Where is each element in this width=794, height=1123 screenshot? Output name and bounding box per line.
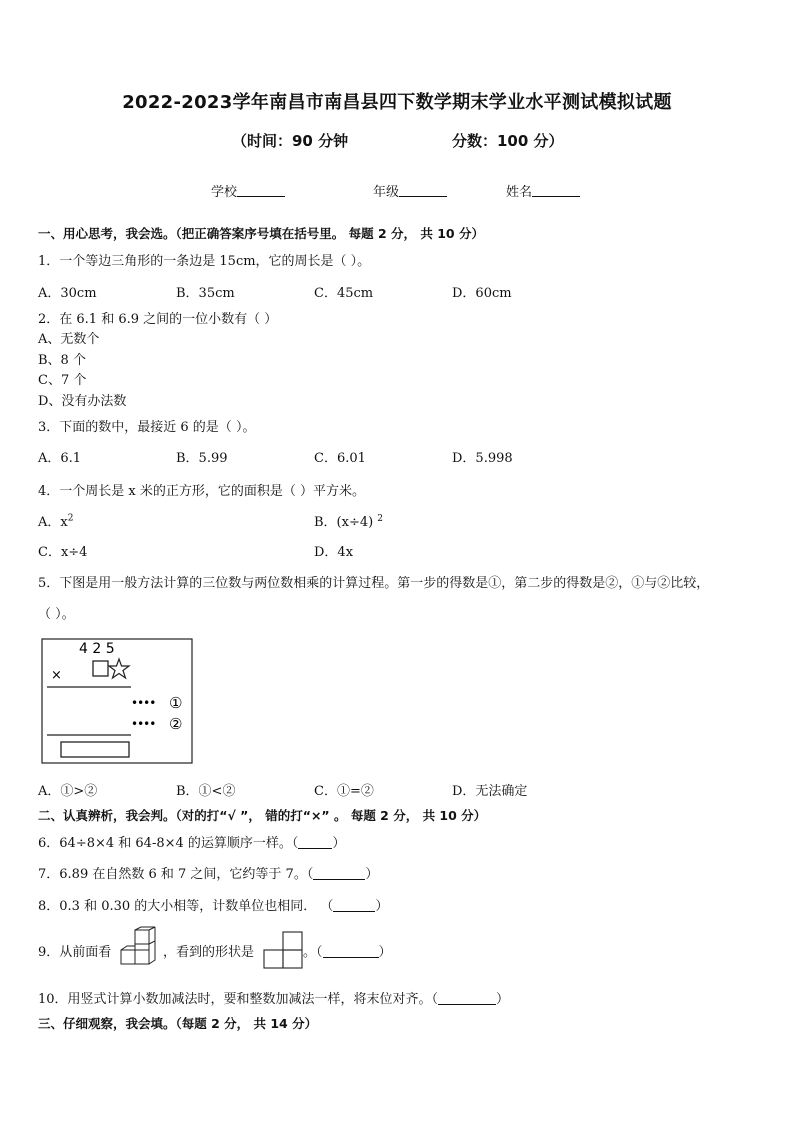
question-8-close: ） — [375, 899, 389, 914]
section-3-heading: 三、仔细观察，我会填。（每题 2 分， 共 14 分） — [38, 1016, 318, 1031]
question-6 — [38, 832, 345, 851]
grade-blank[interactable] — [399, 184, 447, 197]
question-5-line-1: 5．下图是用一般方法计算的三位数与两位数相乘的计算过程。第一步的得数是①，第二步的得数是②，①与②比较， — [38, 576, 710, 591]
question-9-open: 。（ — [303, 945, 323, 960]
q9-answer-blank[interactable] — [323, 945, 379, 958]
q5-option-d[interactable]: D．无法确定 — [452, 784, 528, 799]
question-10-close: ） — [496, 992, 510, 1007]
grade-label: 年级 — [373, 185, 400, 200]
q5-option-c[interactable]: C．①=② — [314, 784, 374, 799]
page-title: 2022-2023学年南昌市南昌县四下数学期末学业水平测试模拟试题 — [122, 92, 672, 113]
school-field — [211, 181, 285, 200]
question-9-middle: ，看到的形状是 — [163, 945, 255, 960]
q4-option-b-exp: 2 — [377, 513, 383, 524]
figure-dots-1: •••• — [131, 696, 156, 710]
q7-answer-blank[interactable] — [313, 867, 365, 880]
q2-option-c[interactable]: C、7 个 — [38, 373, 87, 388]
figure-box-digit — [93, 661, 108, 676]
name-blank[interactable] — [532, 184, 580, 197]
q2-option-a[interactable]: A、无数个 — [38, 332, 100, 347]
q5-option-a[interactable]: A．①>② — [38, 784, 98, 799]
question-10-text: 10．用竖式计算小数加减法时，要和整数加减法一样，将末位对齐。（ — [38, 992, 439, 1007]
question-2: 2．在 6.1 和 6.9 之间的一位小数有（ ） — [38, 312, 278, 327]
front-view-shape — [263, 930, 305, 970]
figure-mark-2: ② — [169, 715, 183, 733]
q1-option-c[interactable]: C．45cm — [314, 286, 374, 301]
q8-answer-blank[interactable] — [333, 899, 375, 912]
question-4: 4．一个周长是 x 米的正方形，它的面积是（ ）平方米。 — [38, 484, 365, 499]
figure-dots-2: •••• — [131, 717, 156, 731]
q1-option-a[interactable]: A．30cm — [38, 286, 97, 301]
score-label: 分数：100 分） — [452, 132, 564, 150]
question-7-text: 7．6.89 在自然数 6 和 7 之间，它约等于 7。（ — [38, 867, 314, 882]
cube-stack-figure — [117, 926, 159, 968]
q3-option-a[interactable]: A．6.1 — [38, 451, 82, 466]
section-1-heading: 一、用心思考，我会选。（把正确答案序号填在括号里。 每题 2 分， 共 10 分） — [38, 226, 484, 241]
school-blank[interactable] — [237, 184, 285, 197]
q4-option-b-base: B．(x÷4) — [314, 515, 374, 530]
q5-option-b[interactable]: B．①<② — [176, 784, 236, 799]
q3-option-b[interactable]: B．5.99 — [176, 451, 228, 466]
star-icon — [109, 659, 129, 678]
grade-field — [373, 181, 447, 200]
q4-option-b[interactable] — [314, 511, 383, 530]
q4-option-d[interactable]: D．4x — [314, 545, 354, 560]
question-8-text: 8．0.3 和 0.30 的大小相等，计数单位也相同． （ — [38, 899, 334, 914]
question-9-prefix: 9．从前面看 — [38, 945, 112, 960]
name-field — [506, 181, 580, 200]
q10-answer-blank[interactable] — [438, 992, 496, 1005]
time-label: （时间：90 分钟 — [232, 132, 349, 150]
question-10 — [38, 988, 509, 1007]
question-7-close: ） — [365, 867, 379, 882]
figure-times-sign: × — [51, 668, 62, 683]
name-label: 姓名 — [506, 185, 533, 200]
question-6-text: 6．64÷8×4 和 64-8×4 的运算顺序一样。（ — [38, 836, 299, 851]
q2-option-d[interactable]: D、没有办法数 — [38, 394, 127, 409]
q2-option-b[interactable]: B、8 个 — [38, 353, 86, 368]
question-9-suffix — [303, 941, 392, 960]
section-2-heading: 二、认真辨析，我会判。（对的打“√ ”， 错的打“×” 。 每题 2 分， 共 10 分） — [38, 808, 487, 823]
q4-option-c[interactable]: C．x÷4 — [38, 545, 88, 560]
q1-option-b[interactable]: B．35cm — [176, 286, 235, 301]
question-1: 1．一个等边三角形的一条边是 15cm，它的周长是（ ）。 — [38, 254, 371, 269]
figure-top-number: 4 2 5 — [79, 641, 115, 657]
q4-option-a-base: A．x — [38, 515, 68, 530]
q3-option-c[interactable]: C．6.01 — [314, 451, 366, 466]
question-3: 3．下面的数中，最接近 6 的是（ ）。 — [38, 420, 256, 435]
multiplication-figure — [41, 638, 193, 764]
q3-option-d[interactable]: D．5.998 — [452, 451, 513, 466]
q4-option-a[interactable] — [38, 511, 73, 530]
question-5-line-2: （ ）。 — [38, 607, 75, 622]
q1-option-d[interactable]: D．60cm — [452, 286, 512, 301]
figure-result-box — [61, 742, 129, 757]
school-label: 学校 — [211, 185, 238, 200]
q6-answer-blank[interactable] — [298, 836, 332, 849]
question-7 — [38, 863, 378, 882]
figure-mark-1: ① — [169, 694, 183, 712]
question-9-close: ） — [378, 945, 392, 960]
question-6-close: ） — [332, 836, 346, 851]
q4-option-a-exp: 2 — [67, 513, 74, 524]
question-8 — [38, 895, 388, 914]
